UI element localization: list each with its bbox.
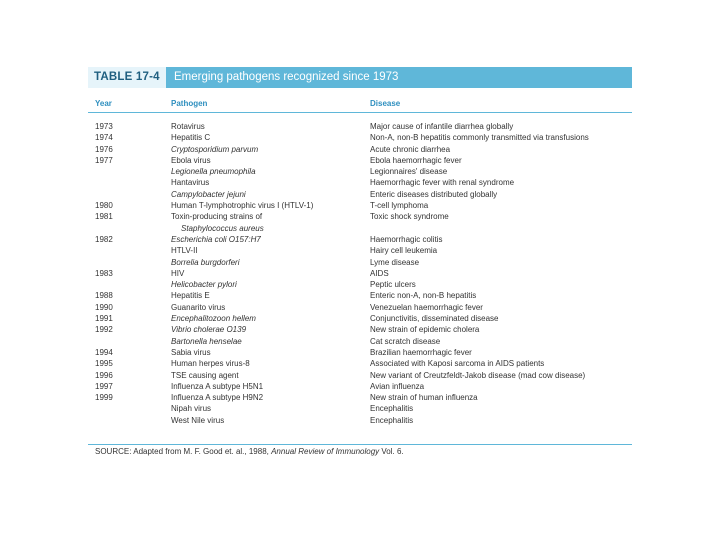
cell-year: 1973	[95, 122, 113, 131]
cell-pathogen: Influenza A subtype H5N1	[171, 381, 264, 391]
header-divider	[88, 112, 632, 113]
cell-pathogen: Bartonella henselae	[171, 336, 242, 346]
cell-pathogen: TSE causing agent	[171, 370, 239, 380]
table-row	[88, 200, 632, 211]
cell-disease: Lyme disease	[370, 257, 420, 267]
cell-pathogen: Campylobacter jejuni	[171, 189, 246, 199]
cell-pathogen: HTLV-II	[171, 246, 198, 256]
cell-disease: New strain of human influenza	[370, 393, 478, 403]
cell-pathogen: Vibrio cholerae O139	[171, 325, 247, 335]
cell-disease: Encephalitis	[370, 415, 414, 425]
cell-disease: Haemorrhagic fever with renal syndrome	[370, 178, 515, 188]
header-disease: Disease	[370, 99, 401, 108]
cell-pathogen: Human herpes virus-8	[171, 359, 250, 369]
cell-pathogen: Staphylococcus aureus	[181, 223, 264, 233]
cell-year: 1996	[95, 370, 113, 380]
cell-year: 1980	[95, 201, 113, 211]
cell-year: 1983	[95, 268, 113, 278]
cell-pathogen: Hepatitis E	[171, 291, 210, 301]
table-row	[88, 392, 632, 403]
cell-year: 1990	[95, 302, 113, 312]
cell-pathogen: Hantavirus	[171, 178, 210, 188]
cell-pathogen: Rotavirus	[171, 122, 205, 131]
cell-disease: New variant of Creutzfeldt-Jakob disease (mad cow disease)	[370, 370, 586, 380]
column-headers	[88, 96, 632, 110]
table-row	[88, 347, 632, 358]
cell-pathogen: Cryptosporidium parvum	[171, 144, 259, 154]
table-row	[88, 132, 632, 143]
cell-disease: T-cell lymphoma	[370, 201, 429, 211]
cell-disease: Major cause of infantile diarrhea globally	[370, 122, 514, 131]
cell-disease: Legionnaires' disease	[370, 167, 448, 177]
table-row	[88, 290, 632, 301]
cell-disease: Peptic ulcers	[370, 280, 416, 290]
cell-year: 1991	[95, 314, 113, 324]
cell-pathogen: HIV	[171, 268, 185, 278]
cell-pathogen: Guanarito virus	[171, 302, 226, 312]
table-row	[88, 189, 632, 200]
table-row	[88, 245, 632, 256]
cell-disease: Ebola haemorrhagic fever	[370, 155, 462, 165]
table-row	[88, 211, 632, 222]
table-row	[88, 313, 632, 324]
cell-year: 1997	[95, 381, 113, 391]
table-body	[88, 121, 632, 426]
table-row	[88, 324, 632, 335]
table-row	[88, 144, 632, 155]
table-number-label: TABLE 17-4	[88, 67, 166, 88]
cell-pathogen: Ebola virus	[171, 155, 211, 165]
table-row	[88, 370, 632, 381]
table-row	[88, 358, 632, 369]
cell-pathogen: Influenza A subtype H9N2	[171, 393, 264, 403]
cell-disease: Brazilian haemorrhagic fever	[370, 347, 472, 357]
source-journal: Annual Review of Immunology	[271, 447, 380, 456]
table-row	[88, 403, 632, 414]
table-row	[88, 279, 632, 290]
table-row	[88, 234, 632, 245]
cell-disease: Cat scratch disease	[370, 336, 441, 346]
table-row	[88, 257, 632, 268]
cell-year: 1999	[95, 393, 113, 403]
table-row	[88, 155, 632, 166]
cell-pathogen: West Nile virus	[171, 415, 225, 425]
cell-pathogen: Hepatitis C	[171, 133, 211, 143]
cell-pathogen: Nipah virus	[171, 404, 212, 414]
table-row	[88, 166, 632, 177]
table-header-bar	[88, 67, 632, 88]
cell-pathogen: Sabia virus	[171, 347, 211, 357]
cell-disease: Avian influenza	[370, 381, 425, 391]
source-prefix: SOURCE: Adapted from M. F. Good et. al., 1988,	[95, 447, 272, 456]
cell-disease: New strain of epidemic cholera	[370, 325, 480, 335]
cell-pathogen: Escherichia coli O157:H7	[171, 234, 261, 244]
source-note	[95, 447, 404, 456]
table-row	[88, 336, 632, 347]
table-row	[88, 415, 632, 426]
cell-pathogen: Legionella pneumophila	[171, 167, 256, 177]
cell-disease: Haemorrhagic colitis	[370, 234, 443, 244]
cell-disease: Enteric non-A, non-B hepatitis	[370, 291, 477, 301]
cell-year: 1977	[95, 155, 113, 165]
cell-disease: Non-A, non-B hepatitis commonly transmitted via transfusions	[370, 133, 589, 143]
cell-disease: Acute chronic diarrhea	[370, 144, 451, 154]
cell-disease: Toxic shock syndrome	[370, 212, 449, 222]
header-year: Year	[95, 99, 112, 108]
cell-year: 1976	[95, 144, 113, 154]
cell-year: 1994	[95, 347, 113, 357]
cell-disease: Venezuelan haemorrhagic fever	[370, 302, 483, 312]
cell-pathogen: Borrelia burgdorferi	[171, 257, 240, 267]
cell-pathogen: Toxin-producing strains of	[171, 212, 263, 222]
cell-pathogen: Helicobacter pylori	[171, 280, 237, 290]
table-row	[88, 223, 632, 234]
source-suffix: Vol. 6.	[379, 447, 404, 456]
cell-year: 1981	[95, 212, 113, 222]
cell-pathogen: Encephalitozoon hellem	[171, 314, 256, 324]
table-row	[88, 302, 632, 313]
cell-disease: Hairy cell leukemia	[370, 246, 438, 256]
cell-disease: Conjunctivitis, disseminated disease	[370, 314, 499, 324]
table-title: Emerging pathogens recognized since 1973	[174, 71, 399, 83]
table-row	[88, 268, 632, 279]
cell-pathogen: Human T-lymphotrophic virus I (HTLV-1)	[171, 201, 314, 211]
cell-disease: AIDS	[370, 268, 389, 278]
header-pathogen: Pathogen	[171, 99, 208, 108]
cell-disease: Associated with Kaposi sarcoma in AIDS patients	[370, 359, 545, 369]
cell-year: 1982	[95, 234, 113, 244]
cell-year: 1992	[95, 325, 113, 335]
cell-year: 1988	[95, 291, 113, 301]
table-row	[88, 381, 632, 392]
footer-divider	[88, 444, 632, 445]
table-row	[88, 121, 632, 132]
cell-year: 1995	[95, 359, 113, 369]
cell-year: 1974	[95, 133, 113, 143]
table-row	[88, 177, 632, 188]
cell-disease: Enteric diseases distributed globally	[370, 189, 498, 199]
cell-disease: Encephalitis	[370, 404, 414, 414]
